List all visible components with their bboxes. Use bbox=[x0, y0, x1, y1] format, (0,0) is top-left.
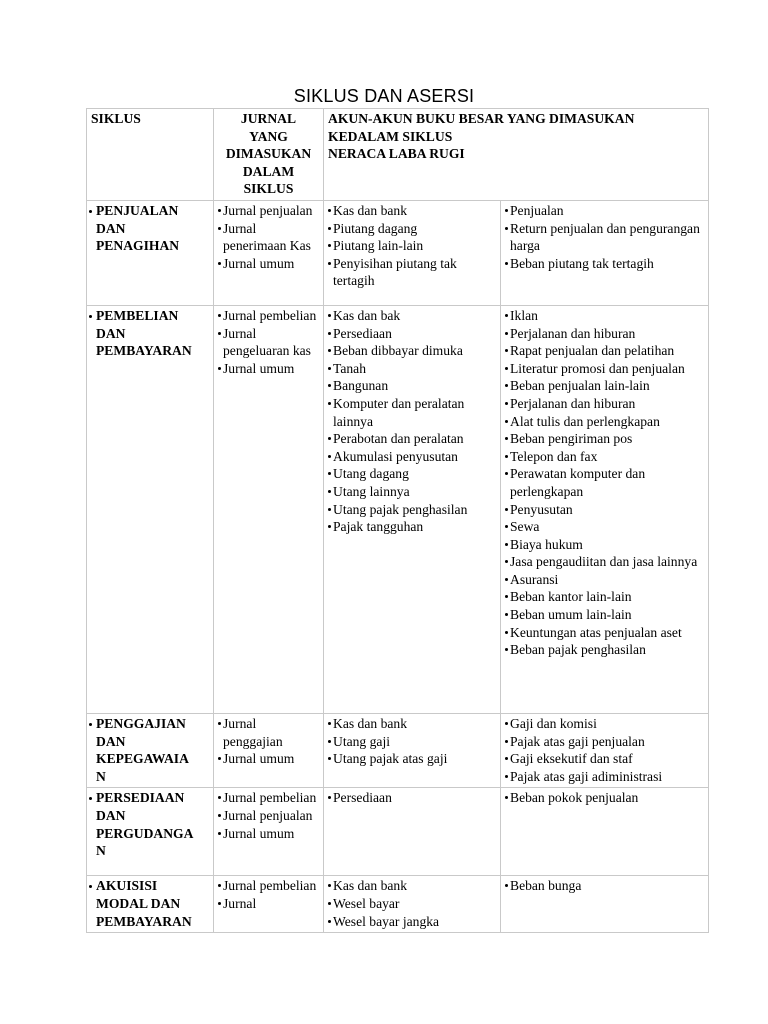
table-header-row bbox=[87, 109, 709, 201]
document-title: SIKLUS DAN ASERSI bbox=[293, 86, 475, 106]
cycle-name-line: PENGGAJIAN bbox=[96, 715, 209, 733]
balance-sheet-item: Perabotan dan peralatan bbox=[333, 430, 496, 448]
cycle-cell bbox=[87, 876, 214, 933]
balance-sheet-cell-list bbox=[328, 789, 496, 807]
income-statement-item: Penjualan bbox=[510, 202, 704, 220]
income-statement-item: Penyusutan bbox=[510, 501, 704, 519]
income-statement-item: Iklan bbox=[510, 307, 704, 325]
balance-sheet-item: Penyisihan piutang tak tertagih bbox=[333, 255, 496, 290]
balance-sheet-cell-list bbox=[328, 877, 496, 930]
income-statement-item: Pajak atas gaji penjualan bbox=[510, 733, 704, 751]
table-row bbox=[87, 876, 709, 933]
header-jurnal-line: JURNAL bbox=[240, 111, 297, 126]
income-statement-item: Beban penjualan lain-lain bbox=[510, 377, 704, 395]
journal-item: Jurnal umum bbox=[223, 255, 319, 273]
balance-sheet-item: Kas dan bank bbox=[333, 715, 496, 733]
cycle-name-line: PERGUDANGA bbox=[96, 825, 194, 841]
cycle-name-line: PEMBAYARAN bbox=[96, 343, 192, 359]
header-jurnal bbox=[214, 109, 324, 201]
balance-sheet-cell bbox=[324, 788, 501, 876]
balance-sheet-item: Tanah bbox=[333, 360, 496, 378]
journal-cell bbox=[214, 713, 324, 787]
journal-cell-list bbox=[218, 877, 319, 912]
journal-item: Jurnal umum bbox=[223, 360, 319, 378]
header-akun-line: AKUN-AKUN BUKU BESAR YANG DIMASUKAN bbox=[328, 111, 635, 126]
table-row bbox=[87, 788, 709, 876]
income-statement-item: Alat tulis dan perlengkapan bbox=[510, 413, 704, 431]
header-jurnal-line: SIKLUS bbox=[243, 181, 294, 197]
balance-sheet-item: Utang gaji bbox=[333, 733, 496, 751]
income-statement-item: Asuransi bbox=[510, 571, 704, 589]
balance-sheet-cell bbox=[324, 305, 501, 713]
income-statement-cell bbox=[501, 876, 709, 933]
journal-item: Jurnal pembelian bbox=[223, 307, 319, 325]
journal-item: Jurnal umum bbox=[223, 825, 319, 843]
income-statement-item: Literatur promosi dan penjualan bbox=[510, 360, 704, 378]
cycle-name-line: MODAL DAN bbox=[96, 895, 181, 911]
journal-cell-list bbox=[218, 715, 319, 768]
income-statement-item: Gaji eksekutif dan staf bbox=[510, 750, 704, 768]
income-statement-item: Perawatan komputer dan perlengkapan bbox=[510, 465, 704, 500]
journal-item: Jurnal penerimaan Kas bbox=[223, 220, 319, 255]
header-siklus-label: SIKLUS bbox=[91, 111, 141, 126]
balance-sheet-item: Wesel bayar bbox=[333, 895, 496, 913]
balance-sheet-cell-list bbox=[328, 715, 496, 768]
journal-item: Jurnal penggajian bbox=[223, 715, 319, 750]
table-row bbox=[87, 200, 709, 305]
cycle-name-line: PEMBELIAN bbox=[96, 307, 209, 325]
cycle-cell bbox=[87, 713, 214, 787]
balance-sheet-item: Beban dibbayar dimuka bbox=[333, 342, 496, 360]
income-statement-cell-list bbox=[505, 307, 704, 659]
cycle-name-line: PERSEDIAAN bbox=[96, 789, 209, 807]
header-jurnal-line: YANG bbox=[249, 128, 288, 144]
income-statement-item: Perjalanan dan hiburan bbox=[510, 395, 704, 413]
income-statement-item: Beban pokok penjualan bbox=[510, 789, 704, 807]
table-row bbox=[87, 713, 709, 787]
cycle-name-line: DAN bbox=[96, 220, 126, 236]
balance-sheet-item: Bangunan bbox=[333, 377, 496, 395]
balance-sheet-item: Wesel bayar jangka bbox=[333, 913, 496, 931]
income-statement-item: Beban piutang tak tertagih bbox=[510, 255, 704, 273]
balance-sheet-item: Persediaan bbox=[333, 325, 496, 343]
income-statement-item: Rapat penjualan dan pelatihan bbox=[510, 342, 704, 360]
balance-sheet-item: Persediaan bbox=[333, 789, 496, 807]
income-statement-item: Gaji dan komisi bbox=[510, 715, 704, 733]
income-statement-cell-list bbox=[505, 202, 704, 272]
balance-sheet-cell-list bbox=[328, 202, 496, 290]
journal-cell-list bbox=[218, 789, 319, 842]
cycle-cell bbox=[87, 788, 214, 876]
header-jurnal-line: DIMASUKAN bbox=[225, 146, 312, 162]
income-statement-item: Beban kantor lain-lain bbox=[510, 588, 704, 606]
income-statement-cell-list bbox=[505, 877, 704, 895]
income-statement-item: Jasa pengaudiitan dan jasa lainnya bbox=[510, 553, 704, 571]
journal-cell-list bbox=[218, 307, 319, 377]
balance-sheet-item: Utang dagang bbox=[333, 465, 496, 483]
income-statement-item: Perjalanan dan hiburan bbox=[510, 325, 704, 343]
cycle-table bbox=[86, 108, 709, 933]
header-akun-line: NERACA LABA RUGI bbox=[328, 146, 465, 162]
balance-sheet-cell bbox=[324, 713, 501, 787]
journal-item: Jurnal pengeluaran kas bbox=[223, 325, 319, 360]
income-statement-item: Sewa bbox=[510, 518, 704, 536]
balance-sheet-item: Piutang lain-lain bbox=[333, 237, 496, 255]
cycle-name-line: KEPEGAWAIA bbox=[96, 751, 189, 767]
table-row bbox=[87, 305, 709, 713]
balance-sheet-item: Akumulasi penyusutan bbox=[333, 448, 496, 466]
cycle-name-line: N bbox=[96, 843, 106, 859]
balance-sheet-cell bbox=[324, 876, 501, 933]
cycle-cell bbox=[87, 200, 214, 305]
journal-item: Jurnal penjualan bbox=[223, 202, 319, 220]
journal-cell bbox=[214, 200, 324, 305]
balance-sheet-item: Utang lainnya bbox=[333, 483, 496, 501]
journal-item: Jurnal umum bbox=[223, 750, 319, 768]
income-statement-item: Keuntungan atas penjualan aset bbox=[510, 624, 704, 642]
cycle-name-line: DAN bbox=[96, 807, 126, 823]
journal-cell bbox=[214, 876, 324, 933]
cycle-name-line: AKUISISI bbox=[96, 877, 209, 895]
balance-sheet-cell-list bbox=[328, 307, 496, 536]
income-statement-item: Beban umum lain-lain bbox=[510, 606, 704, 624]
income-statement-cell bbox=[501, 200, 709, 305]
income-statement-item: Beban pajak penghasilan bbox=[510, 641, 704, 659]
cycle-name-line: PEMBAYARAN bbox=[96, 913, 192, 929]
journal-item: Jurnal bbox=[223, 895, 319, 913]
income-statement-item: Telepon dan fax bbox=[510, 448, 704, 466]
cycle-name-line: DAN bbox=[96, 325, 126, 341]
header-akun bbox=[324, 109, 709, 201]
income-statement-cell bbox=[501, 713, 709, 787]
journal-item: Jurnal penjualan bbox=[223, 807, 319, 825]
balance-sheet-item: Utang pajak atas gaji bbox=[333, 750, 496, 768]
balance-sheet-item: Utang pajak penghasilan bbox=[333, 501, 496, 519]
cycle-name-line: PENAGIHAN bbox=[96, 238, 180, 254]
balance-sheet-item: Kas dan bank bbox=[333, 202, 496, 220]
journal-cell bbox=[214, 305, 324, 713]
header-siklus bbox=[87, 109, 214, 201]
income-statement-cell-list bbox=[505, 789, 704, 807]
balance-sheet-item: Komputer dan peralatan lainnya bbox=[333, 395, 496, 430]
header-akun-line: KEDALAM SIKLUS bbox=[328, 128, 453, 144]
header-jurnal-line: DALAM bbox=[242, 163, 295, 179]
balance-sheet-item: Kas dan bank bbox=[333, 877, 496, 895]
income-statement-cell-list bbox=[505, 715, 704, 785]
journal-cell bbox=[214, 788, 324, 876]
balance-sheet-item: Pajak tangguhan bbox=[333, 518, 496, 536]
cycle-cell bbox=[87, 305, 214, 713]
income-statement-cell bbox=[501, 788, 709, 876]
income-statement-item: Return penjualan dan pengurangan harga bbox=[510, 220, 704, 255]
balance-sheet-cell bbox=[324, 200, 501, 305]
balance-sheet-item: Piutang dagang bbox=[333, 220, 496, 238]
journal-item: Jurnal pembelian bbox=[223, 877, 319, 895]
cycle-name-line: PENJUALAN bbox=[96, 202, 209, 220]
cycle-name-line: N bbox=[96, 768, 106, 784]
income-statement-item: Pajak atas gaji adiministrasi bbox=[510, 768, 704, 786]
cycle-name-line: DAN bbox=[96, 733, 126, 749]
journal-item: Jurnal pembelian bbox=[223, 789, 319, 807]
journal-cell-list bbox=[218, 202, 319, 272]
income-statement-item: Biaya hukum bbox=[510, 536, 704, 554]
income-statement-item: Beban bunga bbox=[510, 877, 704, 895]
income-statement-item: Beban pengiriman pos bbox=[510, 430, 704, 448]
balance-sheet-item: Kas dan bak bbox=[333, 307, 496, 325]
income-statement-cell bbox=[501, 305, 709, 713]
